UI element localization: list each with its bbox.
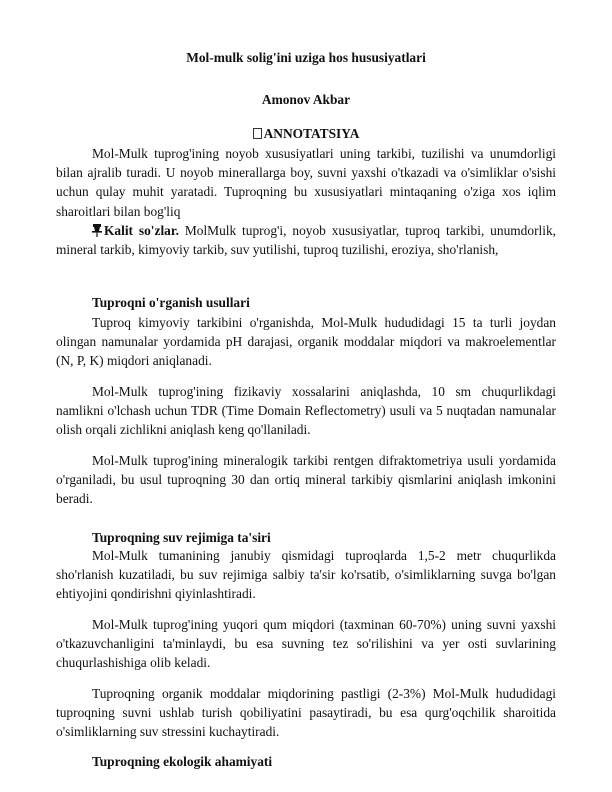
- keywords-paragraph: [56, 221, 556, 259]
- annotation-heading-text: ANNOTATSIYA: [263, 126, 360, 141]
- methods-paragraph-2: Mol-Mulk tuprog'ining fizikaviy xossalarini aniqlashda, 10 sm chuqurlikdagi namlikni o'lchash uchun TDR (Time Domain Reflectometry) usuli va 5 nuqtadan namunalar olish orqali zichlikni aniqlash keng qo'llaniladi.: [56, 384, 556, 438]
- document-title: Mol-mulk solig'ini uziga hos hususiyatlari: [186, 50, 426, 65]
- section-heading-methods: Tuproqni o'rganish usullari: [92, 295, 250, 310]
- annotation-paragraph: Mol-Mulk tuprog'ining noyob xususiyatlari uning tarkibi, tuzilishi va unumdorligi bilan ajralib turadi. U noyob minerallarga boy, suvni yaxshi o'tkazadi va o'simliklar o'sishi uchun qulay muhit yaratadi. Tuproqning bu xususiyatlari mintaqaning o'ziga xos iqlim sharoitlari bilan bog'liq: [56, 146, 556, 219]
- pushpin-icon: [92, 224, 102, 237]
- section-heading-water-regime: Tuproqning suv rejimiga ta'siri: [92, 530, 271, 545]
- water-paragraph-3: Tuproqning organik moddalar miqdorining pastligi (2-3%) Mol-Mulk hududidagi tuproqning suvni ushlab turish qobiliyatini pasaytiradi, bu esa qurg'oqchilik sharoitida o'simliklarning suv stressini kuchaytiradi.: [56, 686, 556, 740]
- water-paragraph-2: Mol-Mulk tuprog'ining yuqori qum miqdori (taxminan 60-70%) uning suvni yaxshi o'tkazuvchanligini ta'minlaydi, bu esa suvning tez so'rilishini va yer osti suvlarining chuqurlashishiga olib keladi.: [56, 617, 556, 671]
- author-name: Amonov Akbar: [261, 92, 351, 107]
- methods-paragraph-1: Tuproq kimyoviy tarkibini o'rganishda, Mol-Mulk hududidagi 15 ta turli joydan olingan namunalar yordamida pH darajasi, organik moddalar miqdori va makroelementlar (N, P, K) miqdori aniqlanadi.: [56, 315, 556, 369]
- keywords-text: MolMulk tuprog'i, noyob xususiyatlar, tuproq tarkibi, unumdorlik, mineral tarkib, kimyoviy tarkib, suv yutilishi, tuproq tuzilishi, eroziya, sho'rlanish,: [56, 223, 557, 258]
- methods-paragraph-3: Mol-Mulk tuprog'ining mineralogik tarkibi rentgen difraktometriya usuli yordamida o'rganiladi, bu usul tuproqning 30 dan ortiq mineral tarkibiy qismlarini aniqlash imkonini beradi.: [56, 453, 556, 507]
- section-heading-ecology: Tuproqning ekologik ahamiyati: [92, 754, 273, 769]
- water-paragraph-1: Mol-Mulk tumanining janubiy qismidagi tuproqlarda 1,5-2 metr chuqurlikda sho'rlanish kuzatiladi, bu suv rejimiga salbiy ta'sir ko'rsatib, o'simliklarning suvga bo'lgan ehtiyojini qondirishni qiyinlashtiradi.: [56, 548, 556, 602]
- keywords-label: Kalit so'zlar.: [104, 223, 179, 238]
- checkbox-glyph-icon: [253, 128, 262, 139]
- annotation-heading: [0, 126, 612, 142]
